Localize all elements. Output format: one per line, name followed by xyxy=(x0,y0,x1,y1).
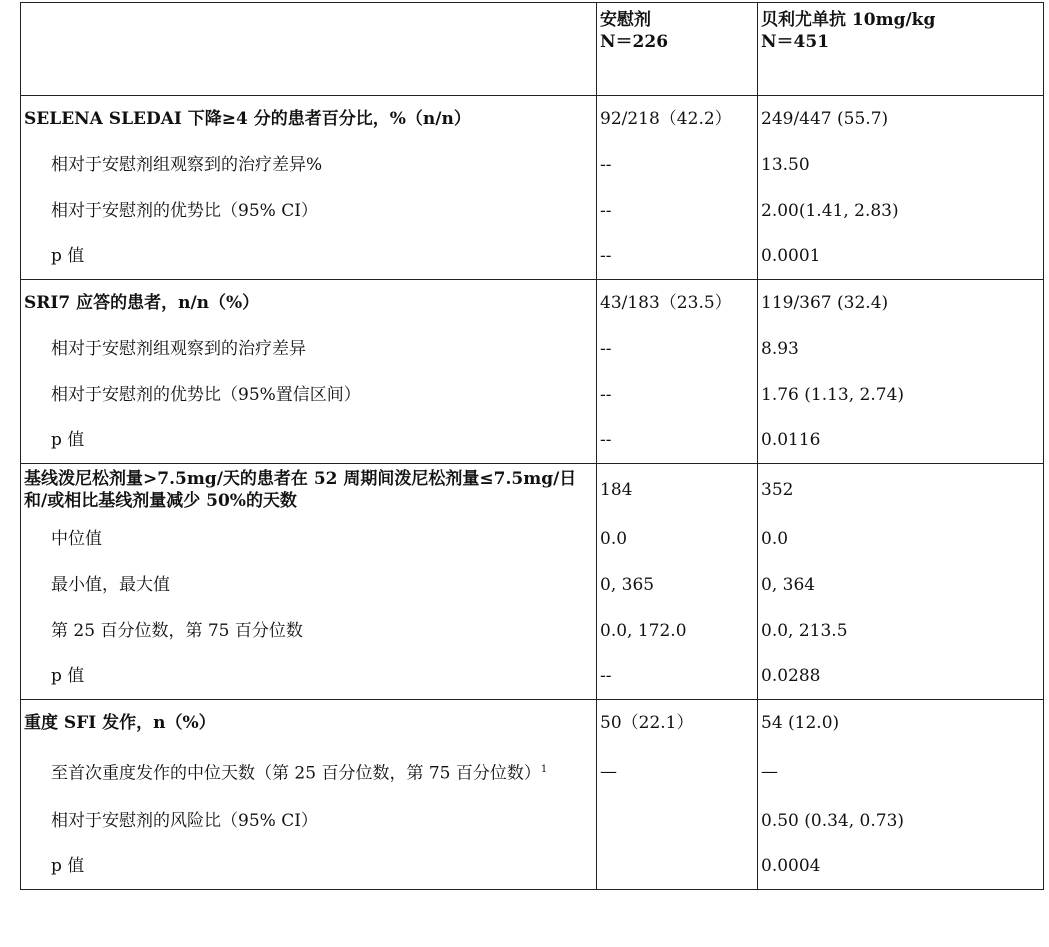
table-row xyxy=(21,516,1044,562)
placebo-value: 0.0 xyxy=(597,516,758,562)
header-placebo-n: N＝226 xyxy=(600,32,669,52)
table-row xyxy=(21,142,1044,188)
table-row xyxy=(21,700,1044,746)
header-belimumab-n: N＝451 xyxy=(761,32,830,52)
placebo-value: -- xyxy=(597,188,758,234)
results-table xyxy=(20,2,1044,890)
table-row xyxy=(21,372,1044,418)
row-label: SRI7 应答的患者，n/n（%） xyxy=(21,280,597,326)
belimumab-value: 13.50 xyxy=(758,142,1044,188)
row-label: p 值 xyxy=(21,654,597,700)
placebo-value: 0.0, 172.0 xyxy=(597,608,758,654)
row-label: 相对于安慰剂的优势比（95% CI） xyxy=(21,188,597,234)
header-empty-cell xyxy=(21,3,597,96)
row-label: 相对于安慰剂组观察到的治疗差异% xyxy=(21,142,597,188)
placebo-value: 184 xyxy=(597,464,758,516)
placebo-value xyxy=(597,844,758,890)
row-label: 相对于安慰剂的风险比（95% CI） xyxy=(21,798,597,844)
row-label: 相对于安慰剂的优势比（95%置信区间） xyxy=(21,372,597,418)
placebo-value xyxy=(597,798,758,844)
belimumab-value: 0.0001 xyxy=(758,234,1044,280)
header-placebo xyxy=(597,3,758,96)
belimumab-value: 0.0116 xyxy=(758,418,1044,464)
placebo-value: -- xyxy=(597,418,758,464)
placebo-value: 50（22.1） xyxy=(597,700,758,746)
placebo-value: -- xyxy=(597,372,758,418)
row-label: 重度 SFI 发作，n（%） xyxy=(21,700,597,746)
table-row xyxy=(21,96,1044,142)
table-row xyxy=(21,798,1044,844)
belimumab-value: 8.93 xyxy=(758,326,1044,372)
table-row xyxy=(21,280,1044,326)
table-row xyxy=(21,188,1044,234)
footnote-marker: 1 xyxy=(540,763,548,775)
table-row xyxy=(21,844,1044,890)
belimumab-value: 249/447 (55.7) xyxy=(758,96,1044,142)
row-label xyxy=(21,746,597,798)
placebo-value: -- xyxy=(597,654,758,700)
table-row xyxy=(21,418,1044,464)
table-row xyxy=(21,562,1044,608)
belimumab-value: 0.0288 xyxy=(758,654,1044,700)
row-label: 最小值，最大值 xyxy=(21,562,597,608)
row-label: p 值 xyxy=(21,418,597,464)
table-row xyxy=(21,746,1044,798)
row-label: p 值 xyxy=(21,844,597,890)
table-row xyxy=(21,326,1044,372)
belimumab-value: 0, 364 xyxy=(758,562,1044,608)
table-row xyxy=(21,654,1044,700)
belimumab-value: 1.76 (1.13, 2.74) xyxy=(758,372,1044,418)
row-label-text: 至首次重度发作的中位天数（第 25 百分位数，第 75 百分位数） xyxy=(51,763,541,784)
placebo-value: 92/218（42.2） xyxy=(597,96,758,142)
belimumab-value: 0.0 xyxy=(758,516,1044,562)
row-label: 相对于安慰剂组观察到的治疗差异 xyxy=(21,326,597,372)
row-label: p 值 xyxy=(21,234,597,280)
placebo-value: 0, 365 xyxy=(597,562,758,608)
row-label: 基线泼尼松剂量>7.5mg/天的患者在 52 周期间泼尼松剂量≤7.5mg/日和/或相比基线剂量减少 50%的天数 xyxy=(21,464,597,516)
row-label: 第 25 百分位数，第 75 百分位数 xyxy=(21,608,597,654)
placebo-value: — xyxy=(597,746,758,798)
table-row xyxy=(21,608,1044,654)
placebo-value: -- xyxy=(597,234,758,280)
placebo-value: 43/183（23.5） xyxy=(597,280,758,326)
header-belimumab-name: 贝利尤单抗 10mg/kg xyxy=(761,10,936,30)
table-row xyxy=(21,234,1044,280)
row-label: 中位值 xyxy=(21,516,597,562)
belimumab-value: 2.00(1.41, 2.83) xyxy=(758,188,1044,234)
belimumab-value: 0.0, 213.5 xyxy=(758,608,1044,654)
belimumab-value: 0.0004 xyxy=(758,844,1044,890)
row-label: SELENA SLEDAI 下降≥4 分的患者百分比，%（n/n） xyxy=(21,96,597,142)
table-row xyxy=(21,464,1044,516)
belimumab-value: — xyxy=(758,746,1044,798)
header-placebo-name: 安慰剂 xyxy=(600,10,651,30)
placebo-value: -- xyxy=(597,142,758,188)
table-header-row xyxy=(21,3,1044,96)
belimumab-value: 54 (12.0) xyxy=(758,700,1044,746)
belimumab-value: 0.50 (0.34, 0.73) xyxy=(758,798,1044,844)
belimumab-value: 119/367 (32.4) xyxy=(758,280,1044,326)
placebo-value: -- xyxy=(597,326,758,372)
header-belimumab xyxy=(758,3,1044,96)
belimumab-value: 352 xyxy=(758,464,1044,516)
